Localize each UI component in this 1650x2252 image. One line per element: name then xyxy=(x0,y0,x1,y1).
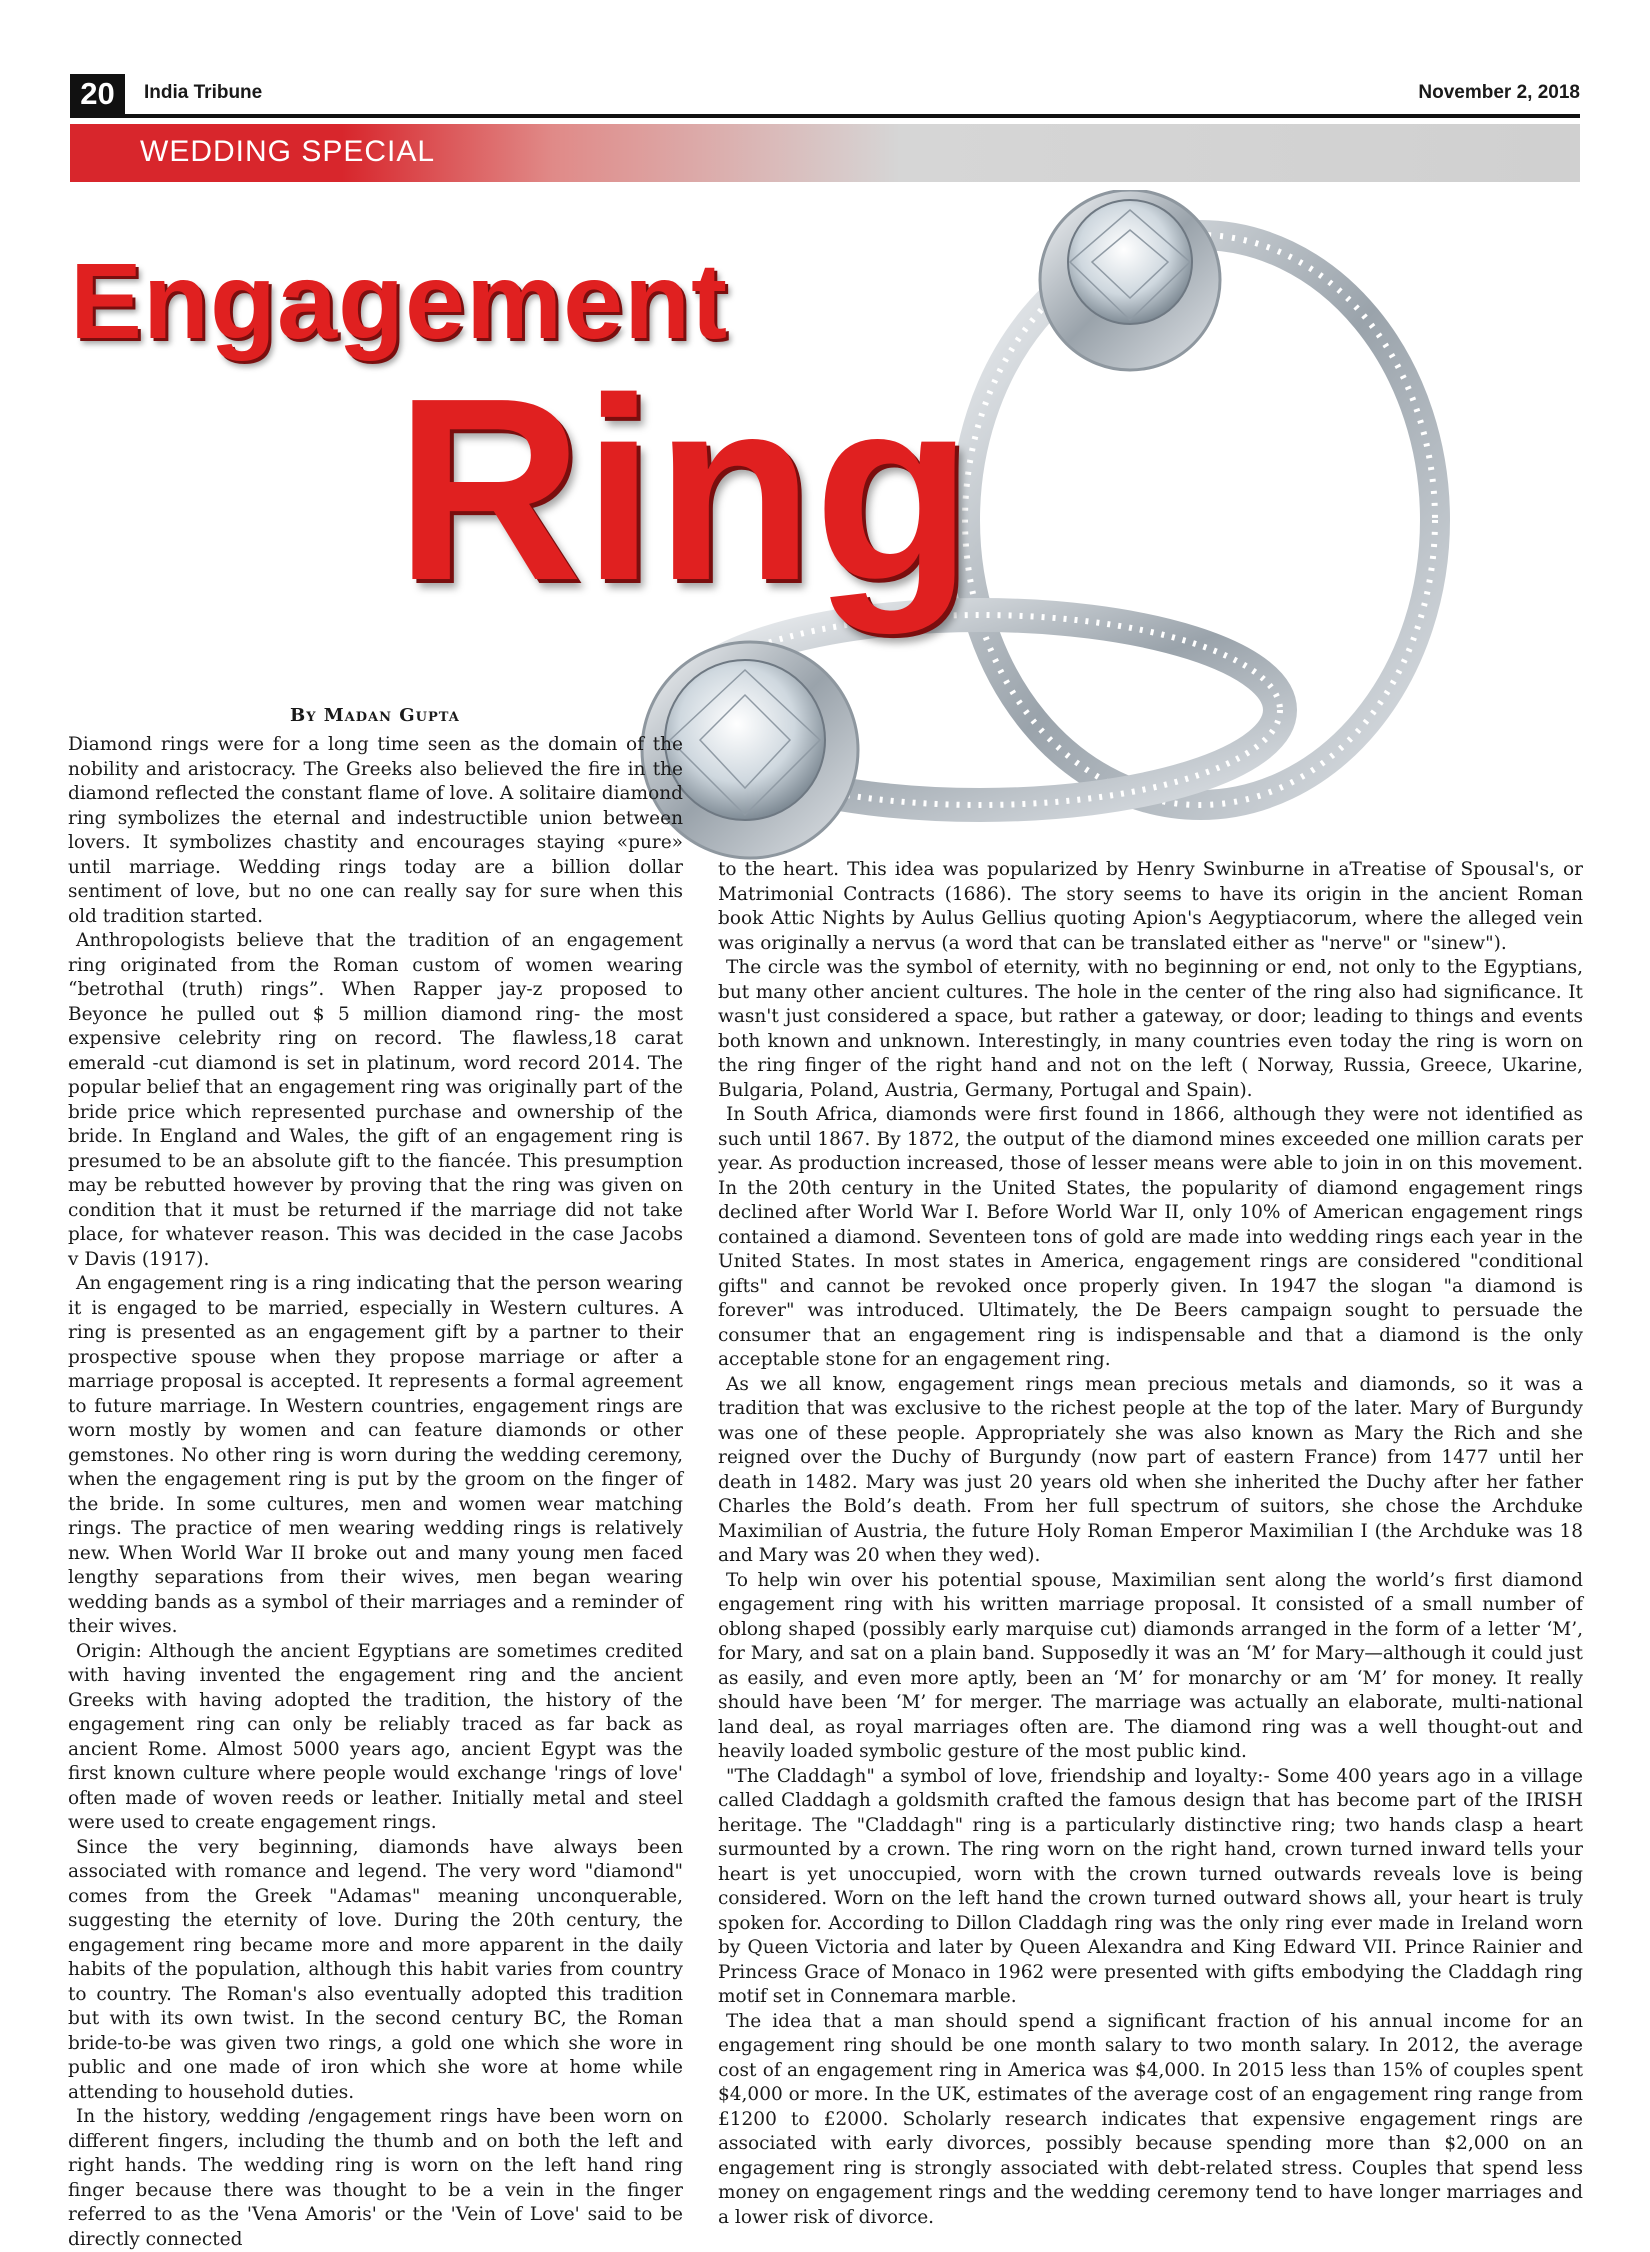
paragraph: "The Claddagh" a symbol of love, friendship and loyalty:- Some 400 years ago in a village called Claddagh a goldsmith crafted the famous design that has become part of the IRISH heritage. The "Claddagh" ring is a particularly distinctive ring; two hands clasp a heart surmounted by a crown. The ring worn on the right hand, crown turned inward tells your heart is yet unoccupied, worn with the crown turned outwards reveals love is being considered. Worn on the left hand the crown turned outward shows all, your heart is truly spoken for. According to Dillon Claddagh ring was the only ring ever made in Ireland worn by Queen Victoria and later by Queen Alexandra and King Edward VII. Prince Rainier and Princess Grace of Monaco in 1962 were presented with gifts embodying the Claddagh ring motif set in Connemara marble. xyxy=(718,1765,1583,2007)
author-byline: By Madan Gupta xyxy=(290,705,460,726)
paragraph: Anthropologists believe that the tradition of an engagement ring originated from the Roman custom of women wearing “betrothal (truth) rings”. When Rapper jay-z proposed to Beyonce he pulled out $ 5 million diamond ring- the most expensive celebrity ring on record. The flawless,18 carat emerald -cut diamond is set in platinum, word record 2014. The popular belief that an engagement ring was originally part of the bride price which represented purchase and ownership of the bride. In England and Wales, the gift of an engagement ring is presumed to be an absolute gift to the fiancée. This presumption may be rebutted however by proving that the ring was given on condition that it must be returned if the marriage did not take place, for whatever reason. This was decided in the case Jacobs v Davis (1917). xyxy=(68,930,683,1270)
paragraph: The circle was the symbol of eternity, with no beginning or end, not only to the Egyptians, but many other ancient cultures. The hole in the center of the ring also had significance. It wasn't just considered a space, but rather a gateway, or door; leading to things and events both known and unknown. Interestingly, in many countries even today the ring is worn on the ring finger of the right hand and not on the left ( Norway, Russia, Greece, Ukarine, Bulgaria, Poland, Austria, Germany, Portugal and Spain). xyxy=(718,957,1583,1101)
section-title: WEDDING SPECIAL xyxy=(140,135,436,168)
paragraph: to the heart. This idea was popularized by Henry Swinburne in aTreatise of Spousal's, or Matrimonial Contracts (1686). The story seems to have its origin in the ancient Roman book Attic Nights by Aulus Gellius quoting Apion's Aegyptiacorum, where the alleged vein was originally a nervus (a word that can be translated either as "nerve" or "sinew"). xyxy=(718,859,1583,954)
page-header xyxy=(70,74,1580,114)
section-band xyxy=(70,124,1580,182)
header-rule xyxy=(70,114,1580,118)
headline-line-2: Ring xyxy=(395,345,973,635)
paragraph: In South Africa, diamonds were first found in 1866, although they were not identified as such until 1867. By 1872, the output of the diamond mines exceeded one million carats per year. As production increased, those of lesser means were able to join in on this movement. In the 20th century in the United States, the popularity of diamond engagement rings declined after World War I. Before World War II, only 10% of American engagement rings contained a diamond. Seventeen tons of gold are made into wedding rings each year in the United States. In most states in America, engagement rings are considered "conditional gifts" and cannot be revoked once properly given. In 1947 the slogan "a diamond is forever" was introduced. Ultimately, the De Beers campaign sought to persuade the consumer that an engagement ring is indispensable and that a diamond is the only acceptable stone for an engagement ring. xyxy=(718,1104,1583,1370)
paragraph: The idea that a man should spend a significant fraction of his annual income for an engagement ring should be one month salary to two month salary. In 2012, the average cost of an engagement ring in America was $4,000. In 2015 less than 15% of couples spent $4,000 or more. In the UK, estimates of the average cost of an engagement ring range from £1200 to £2000. Scholarly research indicates that expensive engagement rings are associated with early divorces, possibly because spending more than $2,000 on an engagement ring is strongly associated with debt-related stress. Couples that spend less money on engagement rings and the wedding ceremony tend to have longer marriages and a lower risk of divorce. xyxy=(718,2010,1583,2228)
article-column-left xyxy=(68,733,683,2252)
headline-line-1: Engagement xyxy=(70,240,729,361)
lying-ring-diamond xyxy=(665,660,825,820)
issue-date: November 2, 2018 xyxy=(1418,82,1580,103)
page-number: 20 xyxy=(70,74,125,114)
paragraph: In the history, wedding /engagement rings have been worn on different fingers, including the thumb and on both the left and right hands. The wedding ring is worn on the left hand ring finger because there was thought to be a vein in the finger referred to as the 'Vena Amoris' or the 'Vein of Love' said to be directly connected xyxy=(68,2106,683,2250)
article-column-right xyxy=(718,858,1583,2230)
paragraph: Since the very beginning, diamonds have always been associated with romance and legend. The very word "diamond" comes from the Greek "Adamas" meaning unconquerable, suggesting the eternity of love. During the 20th century, the engagement ring became more and more apparent in the daily habits of the population, although this habit varies from country to country. The Roman's also eventually adopted this tradition but with its own twist. In the second century BC, the Roman bride-to-be was given two rings, a gold one which she wore in public and one made of iron which she wore at home while attending to household duties. xyxy=(68,1836,683,2103)
paragraph: An engagement ring is a ring indicating that the person wearing it is engaged to be married, especially in Western cultures. A ring is presented as an engagement gift by a partner to their prospective spouse when they propose marriage or after a marriage proposal is accepted. It represents a formal agreement to future marriage. In Western countries, engagement rings are worn mostly by women and can feature diamonds or other gemstones. No other ring is worn during the wedding ceremony, when the engagement ring is put by the groom on the finger of the bride. In some cultures, men and women wear matching rings. The practice of men wearing wedding rings is relatively new. When World War II broke out and many young men faced lengthy separations from their wives, men began wearing wedding bands as a symbol of their marriages and a reminder of their wives. xyxy=(68,1273,683,1637)
paragraph: To help win over his potential spouse, Maximilian sent along the world’s first diamond engagement ring with his written marriage proposal. It consisted of a small number of oblong shaped (possibly early marquise cut) diamonds arranged in the form of a letter ‘M’, for Mary, and sat on a plain band. Supposedly it was an ‘M’ for Mary—although it could just as easily, and even more aptly, been an ‘M’ for monarchy or am ‘M’ for money. It really should have been ‘M’ for merger. The marriage was actually an elaborate, multi-national land deal, as royal marriages often are. The diamond ring was a well thought-out and heavily loaded symbolic gesture of the most public kind. xyxy=(718,1569,1583,1762)
paragraph: Diamond rings were for a long time seen as the domain of the nobility and aristocracy. The Greeks also believed the fire in the diamond reflected the constant flame of love. A solitaire diamond ring symbolizes the eternal and indestructible union between lovers. It symbolizes chastity and encourages staying «pure» until marriage. Wedding rings today are a billion dollar sentiment of love, but no one can really say for sure when this old tradition started. xyxy=(68,734,683,927)
paragraph: Origin: Although the ancient Egyptians are sometimes credited with having invented the engagement ring and the ancient Greeks with having adopted the tradition, the history of the engagement ring can only be reliably traced as far back as ancient Rome. Almost 5000 years ago, ancient Egypt was the first known culture where people would exchange 'rings of love' often made of woven reeds or leather. Initially metal and steel were used to create engagement rings. xyxy=(68,1640,683,1833)
paragraph: As we all know, engagement rings mean precious metals and diamonds, so it was a tradition that was exclusive to the richest people at the top of the later. Mary of Burgundy was one of these people. Appropriately she was also known as Mary the Rich and she reigned over the Duchy of Burgundy (now part of eastern France) from 1477 until her death in 1482. Mary was just 20 years old when she inherited the Duchy after her father Charles the Bold’s death. From her full spectrum of suitors, she chose the Archduke Maximilian of Austria, the future Holy Roman Emperor Maximilian I (the Archduke was 18 and Mary was 20 when they wed). xyxy=(718,1373,1583,1566)
upright-ring-diamond xyxy=(1068,200,1192,324)
publication-name: India Tribune xyxy=(144,82,263,103)
